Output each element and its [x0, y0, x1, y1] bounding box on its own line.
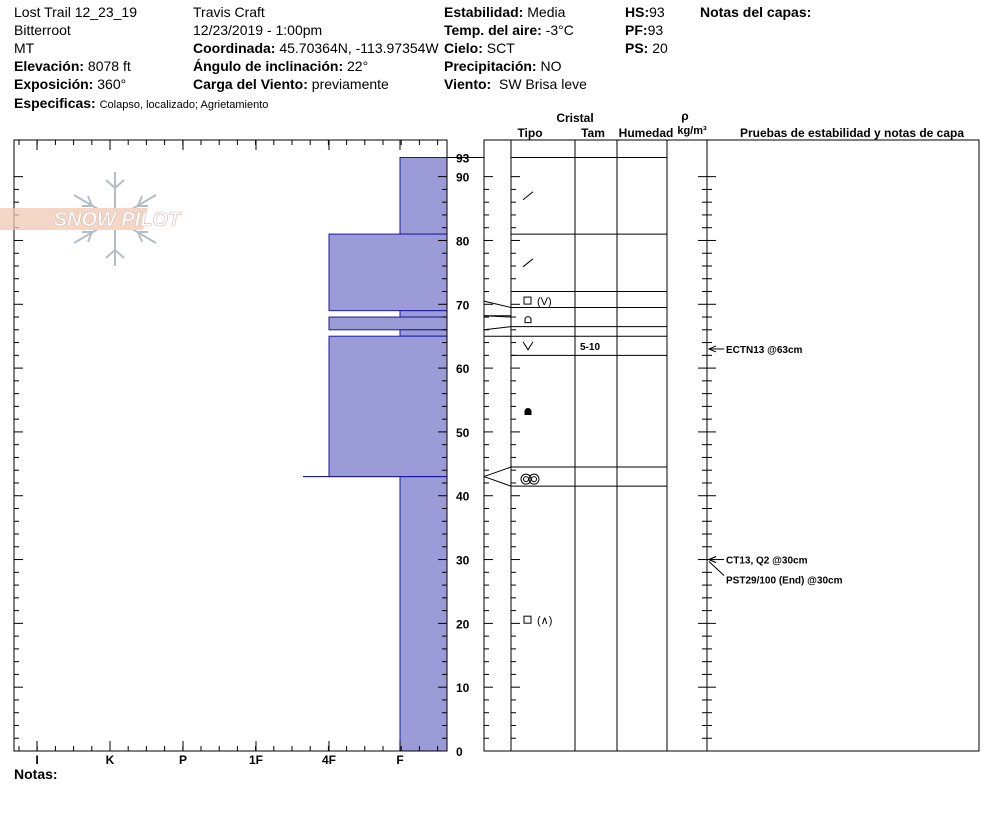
crystal-size: 5-10 [580, 341, 601, 353]
depth-label-93: 93 [456, 151, 470, 166]
specifics-value: Colapso, localizado; Agrietamiento [99, 99, 269, 111]
ski-penetration-label: PS: [625, 40, 649, 56]
depth-label-80: 80 [456, 234, 470, 249]
location-name: Lost Trail 12_23_19 [14, 4, 137, 20]
stability-value: Media [527, 4, 566, 20]
rf [525, 317, 531, 323]
range-name: Bitterroot [14, 22, 71, 38]
rounding-faceted-icon [525, 317, 531, 323]
ski-penetration-value: 20 [652, 40, 668, 56]
header-density-unit: kg/m³ [677, 125, 707, 137]
fr [525, 408, 531, 414]
hardness-layer-5 [329, 336, 447, 476]
elevation-value: 8078 ft [87, 58, 131, 74]
depth-label-0: 0 [456, 745, 463, 759]
hardness-layer-3 [329, 317, 447, 330]
sky-cover-value: SCT [486, 40, 515, 56]
sky-cover-label: Cielo: [444, 40, 483, 56]
state-name: MT [14, 40, 35, 56]
wind-label: Viento: [444, 76, 492, 92]
wind-value: SW Brisa leve [498, 76, 587, 92]
logo-text: SNOW PILOT [53, 209, 181, 231]
melt-forms-icon [521, 474, 539, 484]
air-temperature-label: Temp. del aire: [444, 22, 542, 38]
depth-label-70: 70 [456, 298, 470, 313]
row-connector [484, 327, 511, 330]
layer-table [484, 140, 707, 751]
hardness-tick-label-1F: 1F [248, 753, 264, 767]
hardness-tick-label-F: F [396, 753, 404, 767]
hardness-tick-label-4F: 4F [321, 753, 337, 767]
elevation-label: Elevación: [14, 58, 85, 74]
hardness-layer-2 [400, 311, 447, 317]
depth-label-10: 10 [456, 681, 470, 696]
faceted-rounded-icon [525, 408, 531, 414]
slope-angle-label: Ángulo de inclinación: [193, 58, 344, 74]
wind-loading-value: previamente [311, 76, 389, 92]
test-label-2: PST29/100 (End) @30cm [726, 575, 843, 587]
slope-angle-value: 22° [347, 58, 369, 74]
depth-label-50: 50 [456, 425, 470, 440]
test-label-0: ECTN13 @63cm [726, 344, 803, 356]
header-moisture: Humedad [618, 126, 674, 140]
square [524, 616, 531, 623]
air-temperature-value: -3°C [545, 22, 574, 38]
wind-loading-label: Carga del Viento: [193, 76, 308, 92]
depth-label-60: 60 [456, 362, 470, 377]
hardness-layers [303, 158, 447, 752]
test-arrow [709, 562, 724, 576]
v [523, 342, 533, 350]
specifics-label: Especificas: [14, 95, 96, 111]
depth-label-30: 30 [456, 553, 470, 568]
paren-v: (V) [537, 296, 552, 309]
stability-label: Estabilidad: [444, 4, 524, 20]
pit-depth-value: 93 [647, 22, 664, 38]
coordinates-label: Coordinada: [193, 40, 276, 56]
header-rho: ρ [681, 109, 689, 123]
snow-height-label: HS: [625, 4, 650, 20]
layer-notes-label: Notas del capas: [700, 4, 812, 20]
faceted-depth-hoar-icon [524, 296, 552, 308]
depth-hoar-icon [523, 342, 533, 350]
hardness-layer-4 [400, 330, 447, 336]
hardness-tick-label-P: P [178, 753, 188, 767]
hardness-tick-label-I: I [35, 753, 39, 767]
header-tests: Pruebas de estabilidad y notas de capa [739, 126, 965, 140]
depth-label-20: 20 [456, 617, 470, 632]
exposure-label: Exposición: [14, 76, 94, 92]
precipitation-label: Precipitación: [444, 58, 537, 74]
header-crystal: Cristal [556, 111, 594, 125]
stability-tests [709, 345, 843, 587]
faceted-rounding-icon [524, 615, 552, 627]
stroke [523, 192, 533, 200]
paren-a: (∧) [537, 615, 553, 628]
notes-label: Notas: [14, 766, 58, 782]
snowpilot-logo [0, 172, 182, 266]
header-type: Tipo [517, 126, 543, 140]
observer-name: Travis Craft [193, 4, 265, 20]
decomposing-fragments-icon [523, 192, 533, 200]
pit-depth-label: PF: [625, 22, 648, 38]
hardness-layer-1 [329, 234, 447, 311]
test-label-1: CT13, Q2 @30cm [726, 555, 808, 567]
exposure-value: 360° [97, 76, 127, 92]
c4 [532, 477, 537, 482]
snow-height-value: 93 [649, 4, 665, 20]
header-size: Tam [581, 126, 605, 140]
stroke [523, 259, 533, 267]
depth-label-90: 90 [456, 170, 470, 185]
row-connector [484, 477, 511, 487]
precipitation-value: NO [540, 58, 562, 74]
depth-label-40: 40 [456, 489, 470, 504]
c3 [524, 477, 529, 482]
row-connector [484, 467, 511, 477]
coordinates-value: 45.70364N, -113.97354W [279, 40, 439, 56]
hardness-layer-0 [400, 158, 447, 235]
square [524, 297, 531, 304]
layer-table-frame [484, 140, 979, 751]
observation-datetime: 12/23/2019 - 1:00pm [193, 22, 323, 38]
hardness-tick-label-K: K [105, 753, 115, 767]
hardness-layer-6 [400, 477, 447, 751]
decomposing-fragments-icon [523, 259, 533, 267]
